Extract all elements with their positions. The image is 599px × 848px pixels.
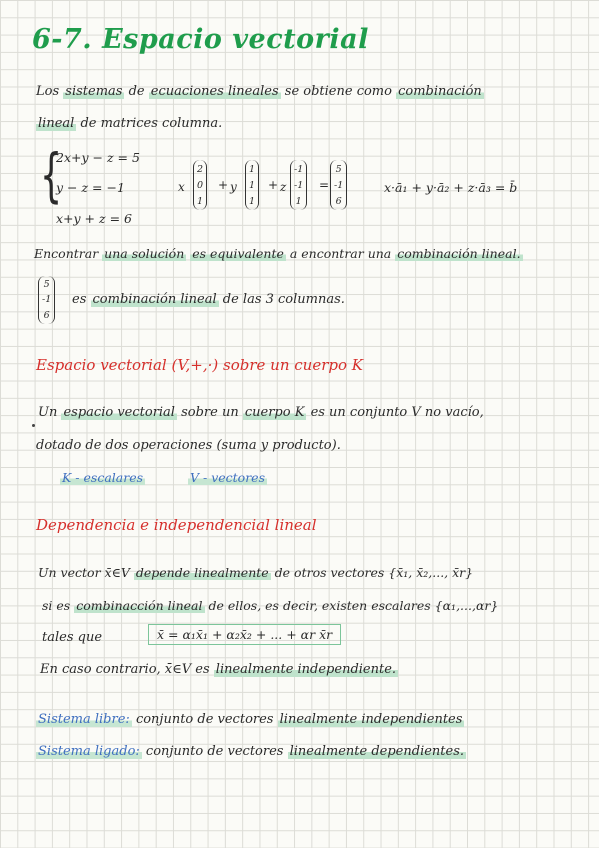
matrix-cell: 5 [43,279,50,291]
intro-word: de [128,84,145,99]
s2-word: si es [42,598,71,613]
rhs-word: es [72,292,87,307]
intro-highlight-ecuaciones: ecuaciones lineales [150,84,279,99]
libre-highlight: linealmente independientes [279,712,463,727]
s2-highlight-combinacion: combinacción lineal [76,598,203,613]
var-y: y [230,180,237,194]
system-eq-3: x+y + z = 6 [56,211,132,226]
intro-highlight-sistemas: sistemas [65,84,123,99]
intro-highlight-lineal: lineal [38,116,75,131]
intro-line-2 [36,116,222,131]
plus-sign: + [218,178,229,192]
column-vector-rhs [330,160,347,210]
matrix-cell: 2 [197,163,204,175]
page-title: 6-7. Espacio vectorial [32,24,369,55]
section-heading-dependencia: Dependencia e independencial lineal [36,516,317,534]
find-highlight-solucion: una solución [104,246,185,261]
matrix-cell: -1 [42,294,52,306]
matrix-cell: 1 [249,195,256,207]
intro-word: de matrices columna. [80,116,223,131]
matrix-cell: 1 [197,195,204,207]
system-eq-2: y − z = −1 [56,180,125,195]
find-word: Encontrar [34,246,99,261]
matrix-cell: 1 [249,163,256,175]
rhs-word: de las 3 columnas. [222,292,345,307]
matrix-cell: 6 [335,195,342,207]
section2-line-2 [42,598,498,613]
system-eq-1: 2x+y − z = 5 [56,150,140,165]
s1-word: es un conjunto V no vacío, [310,405,484,420]
intro-word: se obtiene como [284,84,392,99]
section1-line-2: dotado de dos operaciones (suma y producto). [36,438,341,453]
var-x: x [178,180,185,194]
matrix-cell: -1 [294,163,304,175]
find-highlight-combinacion: combinación lineal. [397,246,521,261]
section-heading-espacio-vectorial: Espacio vectorial (V,+,·) sobre un cuerpo K [36,356,363,374]
column-vector-1 [193,160,207,210]
column-vector-2 [245,160,259,210]
intro-word: Los [36,84,60,99]
libre-text: conjunto de vectores [135,712,274,727]
column-vector-3 [290,160,307,210]
s1-highlight-cuerpo: cuerpo K [244,405,305,420]
plus-sign: + [268,178,279,192]
matrix-cell: 1 [295,195,302,207]
rhs-highlight-combinacion: combinación lineal [92,292,217,307]
definition-sistema-ligado [36,744,466,759]
matrix-cell: 6 [43,309,50,321]
intro-highlight-combinacion: combinación [398,84,482,99]
vector-equation-compact: x·ā₁ + y·ā₂ + z·ā₃ = b̄ [384,180,518,195]
label-v-vectores: V - vectores [190,470,265,485]
s1-word: sobre un [181,405,239,420]
matrix-cell: -1 [294,179,304,191]
ligado-text: conjunto de vectores [145,744,284,759]
definition-sistema-libre [36,712,464,727]
s2-word: Un vector x̄∈V [38,565,130,580]
linear-combination-formula: x̄ = α₁x̄₁ + α₂x̄₂ + ... + αr x̄r [148,624,341,645]
libre-label: Sistema libre: [38,712,130,727]
label-k-escalares: K - escalares [62,470,144,485]
matrix-cell: -1 [334,179,344,191]
find-highlight-equivalente: es equivalente [192,246,284,261]
rhs-column-vector [38,276,55,324]
find-word: a encontrar una [289,246,392,261]
s2-highlight-independiente: linealmente independiente. [215,662,397,677]
section1-line-1 [38,405,484,420]
matrix-cell: 0 [197,179,204,191]
intro-line-1 [36,84,484,99]
s2-highlight-depende: depende linealmente [135,565,269,580]
matrix-cell: 1 [249,179,256,191]
s1-word: Un [38,405,58,420]
bullet-dot [32,424,35,427]
var-z: z [280,180,287,194]
ligado-highlight: linealmente dependientes. [289,744,465,759]
section2-tales-que: tales que [42,630,103,645]
matrix-cell: 5 [335,163,342,175]
s2-word: de ellos, es decir, existen escalares {α₁,...,αr} [208,598,499,613]
s2-word: En caso contrario, x̄∈V es [40,662,210,677]
ligado-label: Sistema ligado: [38,744,140,759]
s2-word: de otros vectores {x̄₁, x̄₂,..., x̄r} [274,565,474,580]
rhs-combination-line [72,292,345,307]
system-brace: { [40,141,63,209]
section2-line-1 [38,565,473,580]
find-solution-line [34,246,523,261]
equals-sign: = [319,178,330,192]
section2-line-4 [40,662,398,677]
s1-highlight-espacio: espacio vectorial [63,405,175,420]
